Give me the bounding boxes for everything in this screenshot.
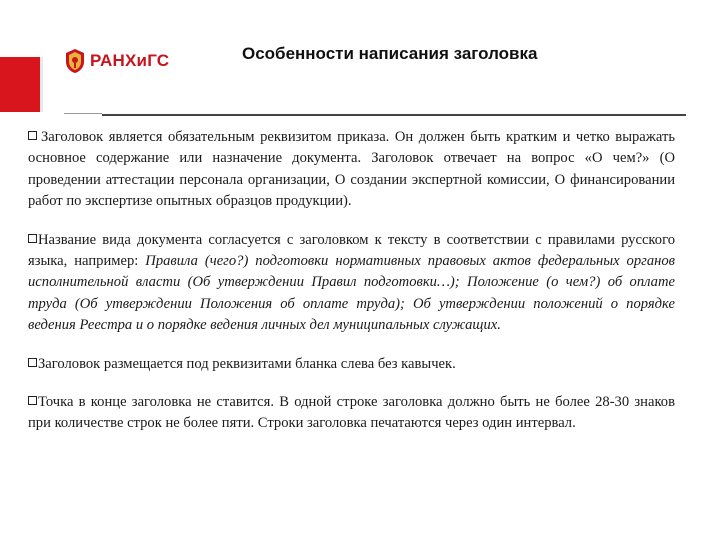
paragraph-2-lead: Название вида документа согласуется с заголовком к тексту в соответствии с правилами русского языка, например: bbox=[28, 231, 675, 270]
emblem-icon bbox=[64, 48, 86, 74]
checkbox-bullet-icon bbox=[28, 358, 37, 367]
paragraph-1 bbox=[28, 127, 675, 213]
ranepa-logo bbox=[64, 48, 169, 74]
logo-text: РАНХиГС bbox=[90, 51, 170, 70]
paragraph-2-examples: Правила (чего?) подготовки нормативных правовых актов федеральных органов исполнительной власти (Об утверждении Правил подготовки…); Положение (о чем?) об оплате труда (Об утверждении Положения об оплате труда); Об утверждении положений о порядке ведения Реестра и о порядке ведения личных дел муниципальных служащих. bbox=[28, 253, 675, 334]
paragraph-2 bbox=[28, 230, 675, 337]
accent-bar bbox=[0, 57, 40, 112]
divider-long bbox=[102, 114, 686, 116]
paragraph-4 bbox=[28, 392, 675, 435]
paragraph-4-text: Точка в конце заголовка не ставится. В одной строке заголовка должно быть не более 28-30 знаков при количестве строк не более пяти. Строки заголовка печатаются через один интервал. bbox=[28, 394, 675, 432]
content-body bbox=[28, 127, 675, 452]
paragraph-1-text: Заголовок является обязательным реквизитом приказа. Он должен быть кратким и четко выражать основное содержание или назначение документа. Заголовок отвечает на вопрос «О чем?» (О проведении аттестации персонала организации, О создании экспертной комиссии, О финансировании работ по экспертизе опытных образцов продукции). bbox=[28, 129, 675, 210]
checkbox-bullet-icon bbox=[28, 234, 37, 243]
checkbox-bullet-icon bbox=[28, 131, 37, 140]
page-title: Особенности написания заголовка bbox=[242, 44, 538, 63]
checkbox-bullet-icon bbox=[28, 396, 37, 405]
divider-short bbox=[64, 113, 102, 114]
paragraph-3 bbox=[28, 354, 675, 375]
paragraph-3-text: Заголовок размещается под реквизитами бланка слева без кавычек. bbox=[38, 355, 456, 372]
